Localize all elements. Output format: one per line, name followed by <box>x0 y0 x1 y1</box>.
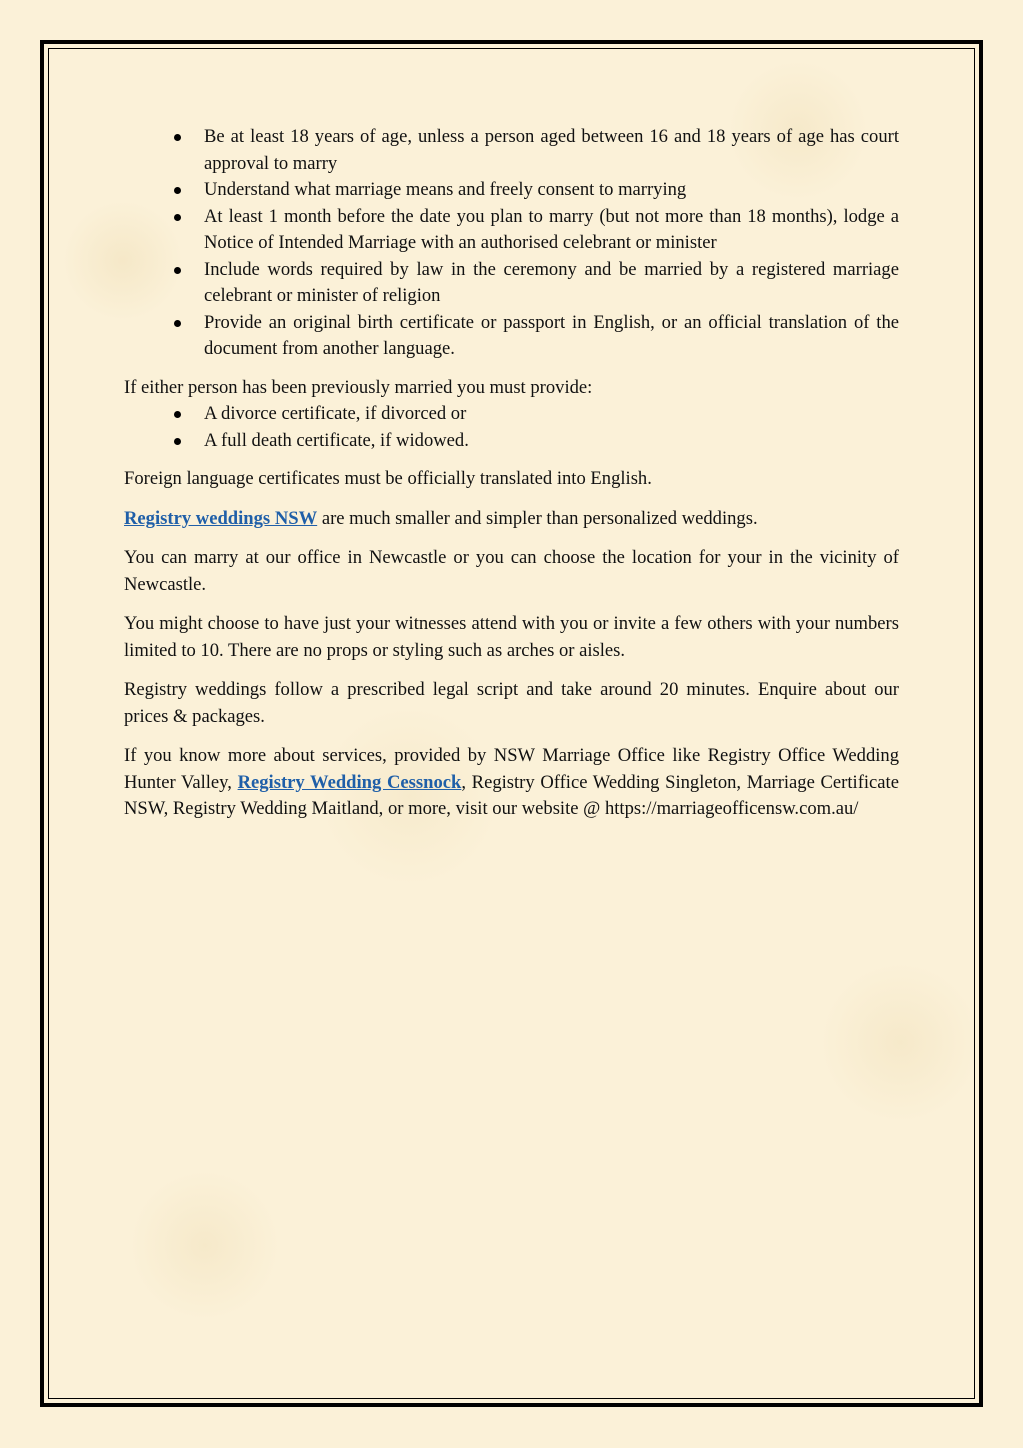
document-body <box>124 124 899 823</box>
bullet-icon <box>174 214 181 221</box>
list-item <box>204 177 899 204</box>
registry-nsw-text: are much smaller and simpler than personalized weddings. <box>317 507 758 529</box>
registry-wedding-cessnock-link[interactable]: Registry Wedding Cessnock <box>237 771 462 793</box>
list-item-text: Be at least 18 years of age, unless a person aged between 16 and 18 years of age has court approval to marry <box>204 126 899 174</box>
list-item <box>204 204 899 257</box>
list-item <box>204 401 899 428</box>
bullet-icon <box>174 438 181 445</box>
list-item-text: Include words required by law in the ceremony and be married by a registered marriage celebrant or minister of religion <box>204 258 899 306</box>
bullet-icon <box>174 187 181 194</box>
list-item-text: At least 1 month before the date you plan to marry (but not more than 18 months), lodge a Notice of Intended Marriage with an authorised celebrant or minister <box>204 205 899 253</box>
requirements-list <box>124 124 899 363</box>
registry-nsw-paragraph <box>124 506 899 533</box>
list-item <box>204 428 899 455</box>
list-item-text: Understand what marriage means and freely consent to marrying <box>204 179 687 200</box>
list-item-text: A full death certificate, if widowed. <box>204 429 469 451</box>
script-paragraph: Registry weddings follow a prescribed legal script and take around 20 minutes. Enquire about our prices & packages. <box>124 679 899 727</box>
previously-married-intro: If either person has been previously married you must provide: <box>124 376 593 398</box>
bullet-icon <box>174 320 181 327</box>
previously-married-list <box>124 401 899 454</box>
list-item-text: A divorce certificate, if divorced or <box>204 403 467 424</box>
list-item <box>204 257 899 310</box>
witnesses-paragraph: You might choose to have just your witnesses attend with you or invite a few others with your numbers limited to 10. There are no props or styling such as arches or aisles. <box>124 613 899 661</box>
bullet-icon <box>174 134 181 141</box>
bullet-icon <box>174 267 181 274</box>
services-text-before: If you know more about services, provided by NSW Marriage Office like Registry Office Wedding Hunter Valley, <box>124 745 899 793</box>
list-item <box>204 310 899 363</box>
services-text-after: , Registry Office Wedding Singleton, Marriage Certificate NSW, Registry Wedding Maitland, or more, visit our website @ https://marriageofficensw.com.au/ <box>124 771 899 819</box>
registry-weddings-nsw-link[interactable]: Registry weddings NSW <box>124 507 318 529</box>
bullet-icon <box>174 411 181 418</box>
foreign-certificates-paragraph: Foreign language certificates must be officially translated into English. <box>124 468 652 489</box>
services-paragraph <box>124 743 899 823</box>
list-item <box>204 124 899 177</box>
location-paragraph: You can marry at our office in Newcastle or you can choose the location for your in the vicinity of Newcastle. <box>124 547 899 595</box>
list-item-text: Provide an original birth certificate or passport in English, or an official translation of the document from another language. <box>204 311 899 359</box>
